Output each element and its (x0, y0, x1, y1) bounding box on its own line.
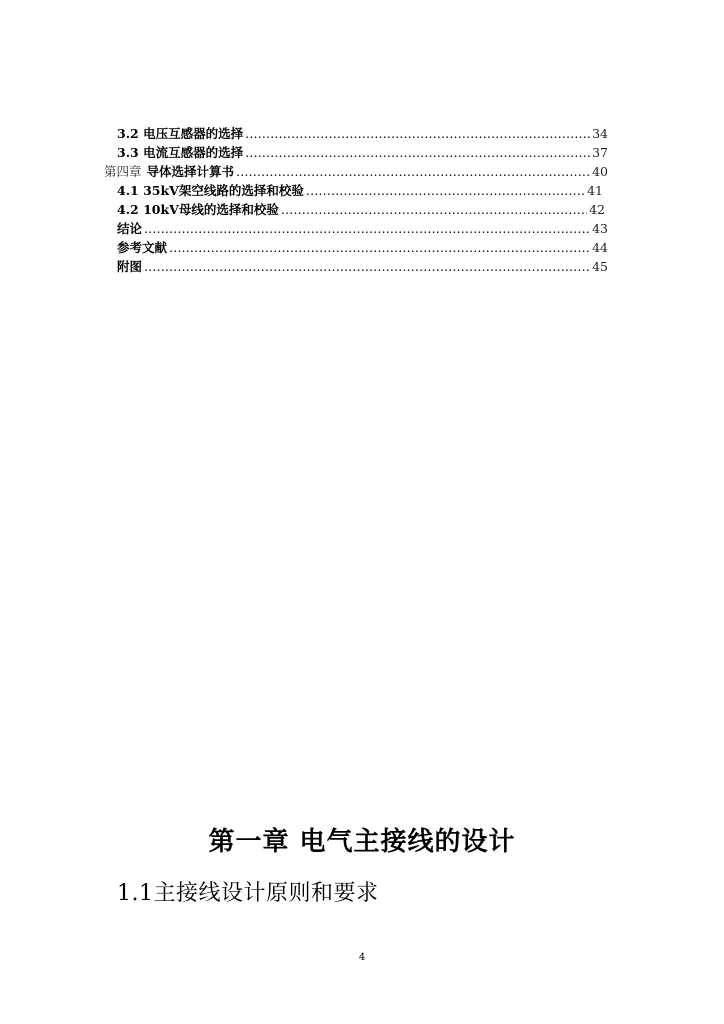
toc-leader-dots (144, 219, 590, 238)
toc-entry[interactable] (117, 238, 608, 257)
toc-entry-label: 结论 (117, 221, 143, 236)
toc-leader-dots (245, 124, 590, 143)
toc-chapter-title: 导体选择计算书 (146, 164, 235, 179)
toc-entry[interactable] (117, 181, 603, 200)
toc-entry-page: 43 (592, 221, 608, 236)
toc-leader-dots (236, 162, 590, 181)
toc-entry-page: 44 (592, 240, 608, 255)
toc-entry-label: 3.2 电压互感器的选择 (117, 126, 244, 141)
toc-entry-page: 37 (592, 145, 608, 160)
toc-entry-label: 4.1 35kV架空线路的选择和校验 (117, 183, 304, 198)
toc-leader-dots (306, 181, 585, 200)
section-heading: 1.1主接线设计原则和要求 (117, 881, 379, 906)
toc-leader-dots (144, 257, 590, 276)
toc-entry-label: 3.3 电流互感器的选择 (117, 145, 244, 160)
toc-entry-page: 40 (592, 164, 608, 179)
toc-entry-label (104, 162, 234, 181)
toc-entry-page: 41 (587, 183, 603, 198)
toc-entry[interactable] (117, 143, 608, 162)
toc-entry[interactable] (117, 124, 608, 143)
toc-entry-label: 附图 (117, 259, 143, 274)
toc-entry-label: 参考文献 (117, 240, 168, 255)
toc-entry[interactable] (117, 200, 605, 219)
chapter-heading: 第一章 电气主接线的设计 (208, 827, 516, 857)
toc-entry-page: 34 (592, 126, 608, 141)
toc-leader-dots (169, 238, 590, 257)
toc-entry-page: 45 (592, 259, 608, 274)
toc-leader-dots (281, 200, 587, 219)
toc-chapter-prefix: 第四章 (104, 164, 142, 179)
toc-entry[interactable] (117, 219, 608, 238)
toc-entry[interactable] (104, 162, 608, 181)
toc-leader-dots (245, 143, 590, 162)
toc-entry-label: 4.2 10kV母线的选择和校验 (117, 202, 279, 217)
toc-entry-page: 42 (589, 202, 605, 217)
toc-entry[interactable] (117, 257, 608, 276)
page-number: 4 (358, 952, 366, 963)
